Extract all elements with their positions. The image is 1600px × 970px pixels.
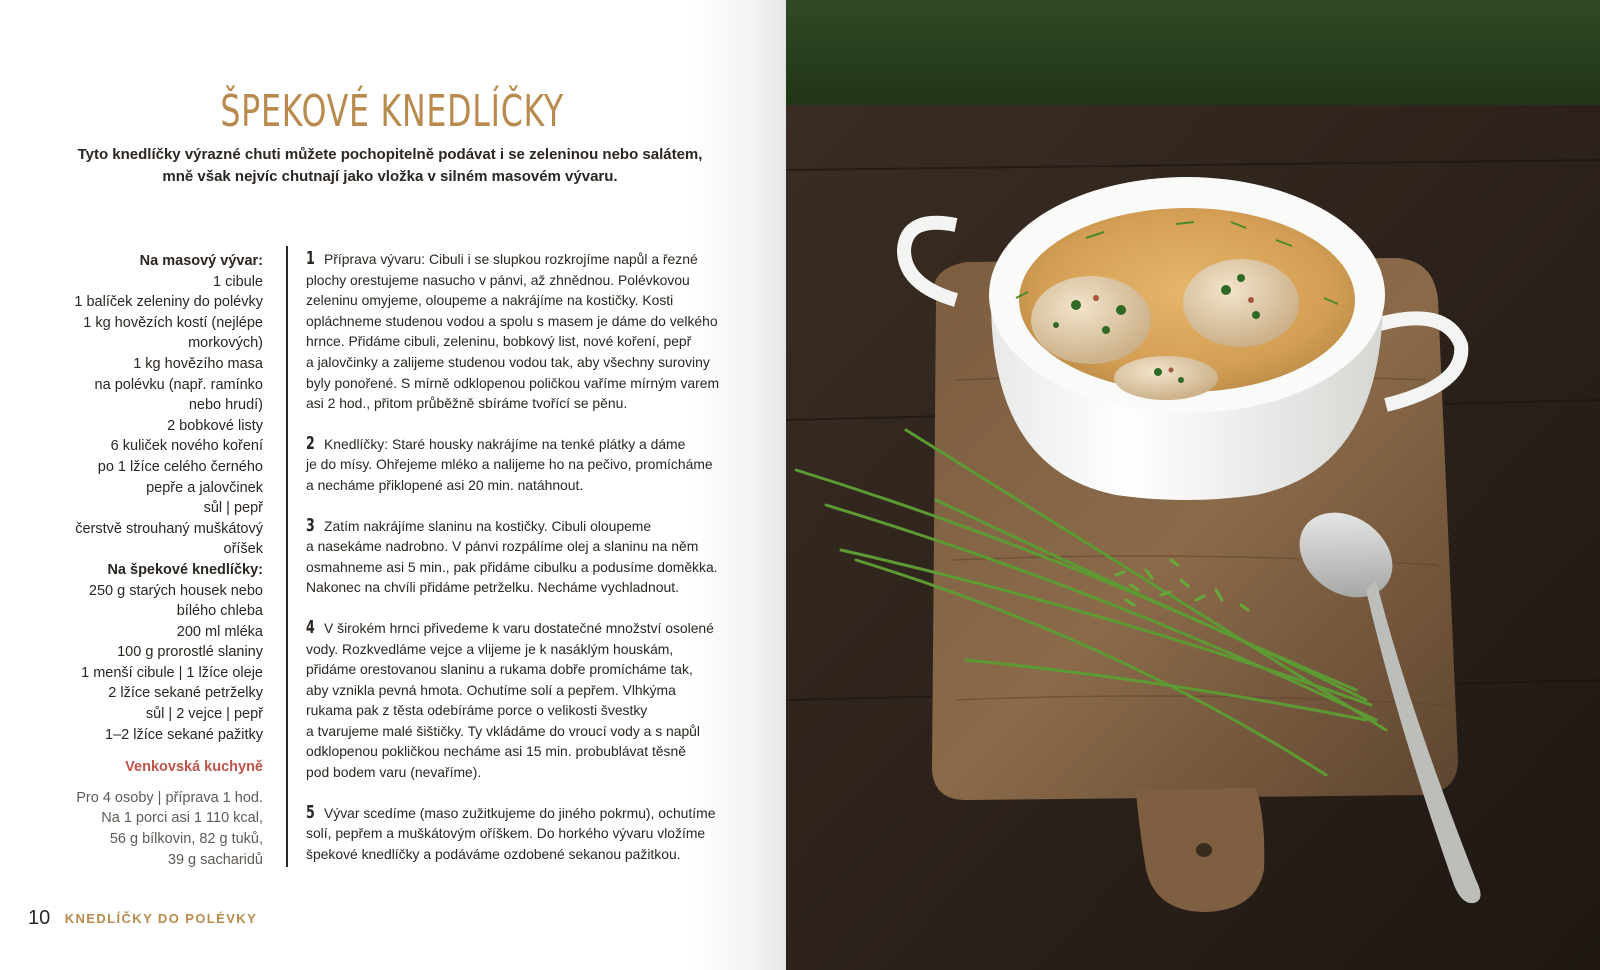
method-steps (306, 249, 726, 884)
ingredient-item: 1 kg hovězích kostí (nejlépe (83, 314, 263, 331)
page-footer (28, 907, 257, 930)
soup-photo (786, 0, 1600, 970)
recipe-meta (40, 788, 263, 870)
step-number: 4 (306, 616, 315, 638)
recipe-meta-line: 56 g bílkovin, 82 g tuků, (109, 831, 263, 848)
ingredient-item: 250 g starých housek nebo (88, 582, 263, 599)
step-number: 3 (306, 514, 315, 536)
column-divider (286, 246, 288, 867)
ingredient-item: 1 cibule (213, 273, 263, 290)
ingredient-item: nebo hrudí) (188, 397, 263, 414)
ingredient-item: bílého chleba (176, 603, 263, 620)
recipe-meta-line: Pro 4 osoby | příprava 1 hod. (76, 789, 263, 806)
variant-label: Venkovská kuchyně (125, 759, 263, 776)
ingredient-item: 2 bobkové listy (167, 417, 263, 434)
step-text: Knedlíčky: Staré housky nakrájíme na tenké plátky a dáme je do mísy. Ohřejeme mléko a nalijeme ho na pečivo, promícháme a necháme přiklopené asi 20 min. natáhnout. (306, 435, 713, 493)
step-number: 5 (306, 801, 315, 823)
ingredient-item: 1 kg hovězího masa (133, 355, 263, 372)
method-step (306, 516, 726, 598)
method-step (306, 618, 726, 783)
ingredient-heading: Na masový vývar: (139, 253, 263, 269)
ingredient-heading: Na špekové knedlíčky: (107, 561, 263, 578)
ingredient-item: 6 kuliček nového koření (110, 438, 263, 455)
green-wall (786, 0, 1600, 110)
recipe-meta-line: Na 1 porci asi 1 110 kcal, (101, 810, 263, 827)
ingredient-item: sůl | 2 vejce | pepř (145, 706, 263, 723)
ingredient-item: 1 balíček zeleniny do polévky (74, 294, 263, 311)
ingredient-item: morkových) (188, 335, 263, 352)
recipe-title: ŠPEKOVÉ KNEDLÍČKY (220, 86, 564, 137)
method-step (306, 803, 726, 865)
section-name: KNEDLÍČKY DO POLÉVKY (64, 911, 258, 926)
ingredient-item: po 1 lžíce celého černého (97, 458, 263, 475)
recipe-intro (40, 144, 740, 188)
step-text: Zatím nakrájíme slaninu na kostičky. Cibuli oloupeme a nasekáme nadrobno. V pánvi rozpálíme olej a slaninu na něm osmahneme asi 5 min., pak přidáme cibulku a podusíme doměkka. Nakonec na chvíli přidáme petrželku. Necháme vychladnout. (306, 517, 718, 596)
ingredient-item: sůl | pepř (203, 500, 263, 517)
ingredient-item: na polévku (např. ramínko (94, 376, 263, 393)
ingredient-list (40, 251, 263, 745)
ingredient-item: 100 g prorostlé slaniny (117, 644, 263, 661)
ingredient-item: 1 menší cibule | 1 lžíce oleje (81, 664, 263, 681)
ingredient-item: 1–2 lžíce sekané pažitky (105, 726, 263, 743)
left-page (0, 0, 786, 970)
ingredient-item: 2 lžíce sekané petrželky (108, 685, 263, 702)
ingredients-column (40, 251, 263, 870)
step-number: 2 (306, 432, 315, 454)
method-step (306, 249, 726, 414)
ingredient-item: čerstvě strouhaný muškátový (75, 520, 263, 537)
step-text: Vývar scedíme (maso zužitkujeme do jiného pokrmu), ochutíme solí, pepřem a muškátovým oříškem. Do horkého vývaru vložíme špekové knedlíčky a podáváme ozdobené sekanou pažitkou. (306, 804, 716, 862)
step-number: 1 (306, 248, 315, 269)
ingredient-item: pepře a jalovčinek (146, 479, 263, 496)
method-step (306, 434, 726, 496)
intro-line: Tyto knedlíčky výrazné chuti můžete pochopitelně podávat i se zeleninou nebo salátem, (77, 146, 703, 163)
intro-line: mně však nejvíc chutnají jako vložka v silném masovém vývaru. (162, 168, 618, 185)
step-text: V širokém hrnci přivedeme k varu dostatečné množství osolené vody. Rozkvedláme vejce a vlijeme je k nasáklým houskám, přidáme orestovanou slaninu a rukama dobře promícháme tak, aby vznikla pevná hmota. Ochutíme solí a pepřem. Vlhkýma rukama pak z těsta odebíráme porce o velikosti švestky a tvarujeme malé šištičky. Ty vkládáme do vroucí vody a s napůl odklopenou pokličkou necháme asi 15 min. probublávat těsně pod bodem varu (nevaříme). (306, 619, 714, 781)
ingredient-item: oříšek (223, 541, 263, 558)
page-number: 10 (28, 907, 51, 929)
ingredient-item: 200 ml mléka (176, 623, 263, 640)
recipe-meta-line: 39 g sacharidů (167, 851, 263, 868)
step-text: Příprava vývaru: Cibuli i se slupkou rozkrojíme napůl a řezné plochy orestujeme nasucho v pánvi, až zhnědnou. Polévkovou zeleninu omyjeme, oloupeme a nakrájíme na kostičky. Kosti opláchneme studenou vodou a spolu s masem je dáme do velkého hrnce. Přidáme cibuli, zeleninu, bobkový list, nové koření, pepř a jalovčinky a zalijeme studenou vodou tak, aby všechny suroviny byly ponořené. S mírně odklopenou poličkou vaříme mírným varem asi 2 hod., přitom průběžně sbíráme tvořící se pěnu. (306, 251, 720, 412)
photo-illustration (786, 0, 1600, 970)
